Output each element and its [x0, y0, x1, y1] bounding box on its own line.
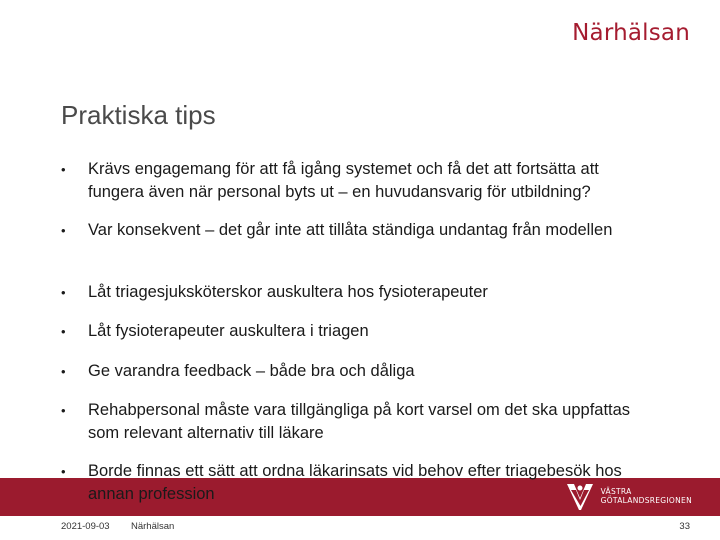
- narhalsan-logo: Närhälsan: [572, 20, 690, 46]
- region-emblem-icon: [565, 480, 595, 512]
- bullet-text: Rehabpersonal måste vara tillgängliga på kort varsel om det ska uppfattas som relevant alternativ till läkare: [88, 401, 631, 442]
- page-number: 33: [679, 521, 690, 532]
- bullet-item: [61, 360, 661, 383]
- bullet-text: Var konsekvent – det går inte att tillåta ständiga undantag från modellen: [88, 221, 613, 239]
- region-logo-line1: VÄSTRA: [600, 487, 632, 496]
- bullet-marker: •: [61, 364, 66, 379]
- footer-date: 2021-09-03: [61, 521, 110, 532]
- bullet-item: [61, 158, 661, 204]
- bullet-text: Låt triagesjuksköterskor auskultera hos fysioterapeuter: [88, 283, 488, 301]
- bullet-marker: •: [61, 324, 66, 339]
- bullet-marker: •: [61, 464, 66, 479]
- bullet-item: [61, 399, 661, 445]
- bullet-text: Borde finnas ett sätt att ordna läkarinsats vid behov efter triagebesök hos annan profession: [88, 462, 622, 503]
- bullet-text: Ge varandra feedback – både bra och dåliga: [88, 362, 415, 380]
- bullet-text: Krävs engagemang för att få igång systemet och få det att fortsätta att fungera även när personal byts ut – en huvudansvarig för utbildning?: [88, 160, 599, 201]
- bullet-marker: •: [61, 403, 66, 418]
- bullet-marker: •: [61, 162, 66, 177]
- region-logo-line2: GÖTALANDSREGIONEN: [600, 496, 692, 505]
- bullet-marker: •: [61, 285, 66, 300]
- bullet-item: [61, 281, 661, 304]
- bullet-text: Låt fysioterapeuter auskultera i triagen: [88, 322, 369, 340]
- slide-title: Praktiska tips: [61, 100, 216, 130]
- vastra-gotalandsregionen-logo: [565, 480, 692, 512]
- bullet-marker: •: [61, 223, 66, 238]
- bullet-item: [61, 219, 661, 242]
- footer-org: Närhälsan: [131, 521, 175, 532]
- region-logo-text: [601, 487, 692, 505]
- bullet-item: [61, 320, 661, 343]
